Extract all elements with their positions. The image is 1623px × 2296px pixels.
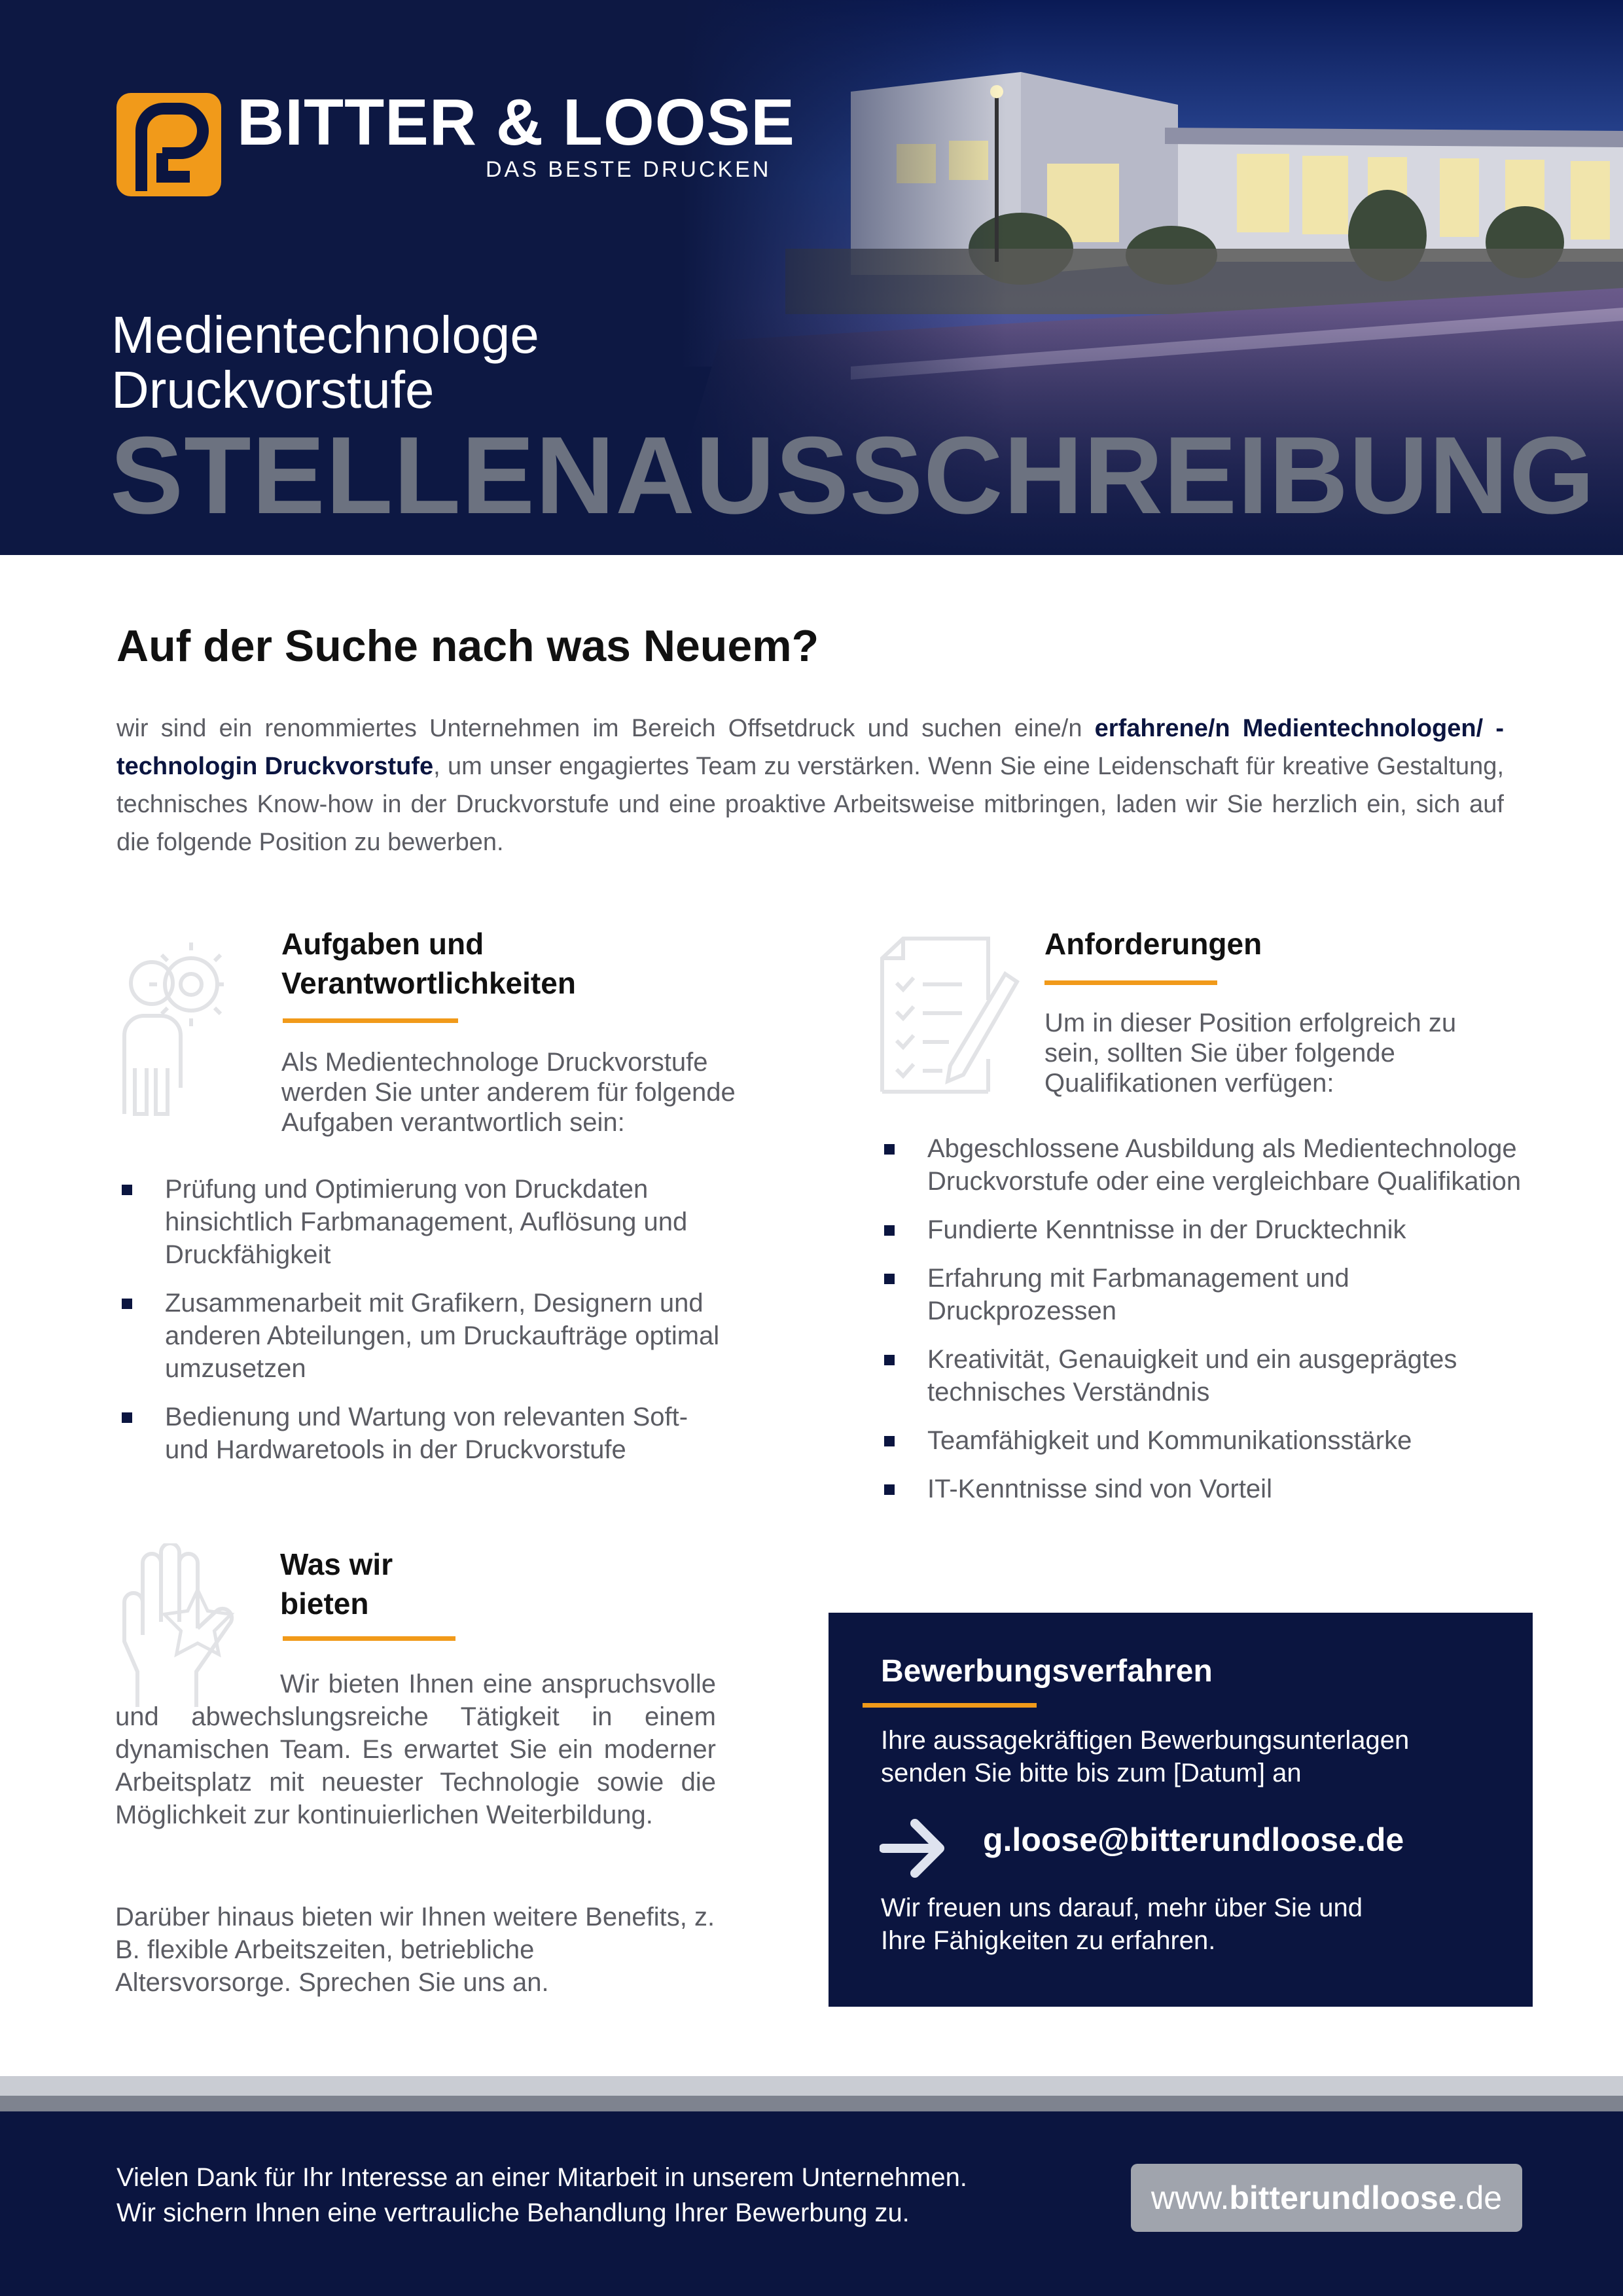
list-item: Zusammenarbeit mit Grafikern, Designern und anderen Abteilungen, um Druckaufträge optimal umzusetzen [118, 1287, 720, 1385]
footer-divider-dark [0, 2096, 1623, 2111]
tasks-list [118, 1173, 720, 1482]
brand-tagline: DAS BESTE DRUCKEN [486, 157, 772, 182]
application-text-2: Wir freuen uns darauf, mehr über Sie und Ihre Fähigkeiten zu erfahren. [881, 1893, 1363, 1955]
intro-heading: Auf der Suche nach was Neuem? [116, 621, 819, 671]
person-gear-icon [113, 937, 224, 1127]
bullet-square-icon [884, 1484, 895, 1495]
website-suffix: .de [1456, 2179, 1503, 2216]
job-title-line2: Druckvorstufe [111, 361, 435, 419]
requirements-underline [1044, 980, 1217, 985]
intro-position-name: erfahrene/n Medientechnologen/ -technologin Druckvorstufe [116, 715, 1505, 780]
offer-heading-line2: bieten [280, 1587, 369, 1621]
requirements-heading: Anforderungen [1044, 927, 1262, 961]
footer-text [116, 2160, 967, 2231]
application-underline [863, 1703, 1037, 1708]
brand-name: BITTER & LOOSE [237, 86, 795, 159]
list-item: Teamfähigkeit und Kommunikationsstärke [880, 1424, 1522, 1457]
footer-line-1: Vielen Dank für Ihr Interesse an einer Mitarbeit in unserem Unternehmen. [116, 2163, 967, 2192]
website-button[interactable] [1131, 2164, 1522, 2232]
application-text-1: Ihre aussagekräftigen Bewerbungsunterlagen senden Sie bitte bis zum [Datum] an [881, 1726, 1410, 1787]
tasks-heading-line1: Aufgaben und [281, 927, 484, 961]
offer-heading-line1: Was wir [280, 1547, 393, 1581]
bullet-square-icon [122, 1185, 132, 1195]
job-title [111, 308, 539, 418]
bullet-square-icon [122, 1412, 132, 1423]
requirements-lead: Um in dieser Position erfolgreich zu sein, sollten Sie über folgende Qualifikationen verfügen: [1044, 1009, 1457, 1098]
bullet-square-icon [122, 1299, 132, 1309]
offer-underline [283, 1636, 455, 1641]
tasks-lead: Als Medientechnologe Druckvorstufe werden Sie unter anderem für folgende Aufgaben verantwortlich sein: [281, 1048, 736, 1137]
brand-logo-icon [116, 93, 221, 196]
intro-text-end: , um unser engagiertes Team zu verstärken. Wenn Sie eine Leidenschaft für kreative Gestaltung, technisches Know-how in der Druckvorstufe und eine proaktive Arbeitsweise mitbringen, laden wir Sie herzlich ein, sich auf die folgende Position zu bewerben. [116, 753, 1505, 856]
bullet-square-icon [884, 1144, 895, 1155]
list-item: Abgeschlossene Ausbildung als Medientechnologe Druckvorstufe oder eine vergleichbare Qualifikation [880, 1132, 1522, 1198]
arrow-right-icon [880, 1817, 948, 1880]
tasks-heading-line2: Verantwortlichkeiten [281, 966, 576, 1000]
offer-heading [280, 1545, 393, 1623]
list-item: Prüfung und Optimierung von Druckdaten hinsichtlich Farbmanagement, Auflösung und Druckfähigkeit [118, 1173, 720, 1271]
checklist-pen-icon [877, 935, 1021, 1096]
bullet-square-icon [884, 1225, 895, 1236]
website-prefix: www. [1150, 2179, 1230, 2216]
bullet-square-icon [884, 1274, 895, 1284]
intro-text-start: wir sind ein renommiertes Unternehmen im Bereich Offsetdruck und suchen eine/n [116, 715, 1095, 742]
requirements-list [880, 1132, 1522, 1521]
footer-line-2: Wir sichern Ihnen eine vertrauliche Behandlung Ihrer Bewerbung zu. [116, 2198, 910, 2227]
list-item: Bedienung und Wartung von relevanten Soft- und Hardwaretools in der Druckvorstufe [118, 1401, 720, 1466]
list-item: Erfahrung mit Farbmanagement und Druckprozessen [880, 1262, 1522, 1327]
list-item: IT-Kenntnisse sind von Vorteil [880, 1473, 1522, 1505]
list-item: Kreativität, Genauigkeit und ein ausgeprägtes technisches Verständnis [880, 1343, 1522, 1408]
footer-divider-light [0, 2076, 1623, 2096]
application-email-link[interactable]: g.loose@bitterundloose.de [983, 1821, 1404, 1858]
bullet-square-icon [884, 1436, 895, 1446]
application-heading: Bewerbungsverfahren [881, 1654, 1213, 1689]
bullet-square-icon [884, 1355, 895, 1365]
job-title-line1: Medientechnologe [111, 306, 539, 364]
list-item: Fundierte Kenntnisse in der Drucktechnik [880, 1213, 1522, 1246]
website-domain: bitterundloose [1229, 2179, 1457, 2216]
intro-text [116, 709, 1504, 861]
tasks-heading [281, 924, 576, 1003]
tasks-underline [283, 1018, 458, 1023]
offer-paragraph-2: Darüber hinaus bieten wir Ihnen weitere Benefits, z. B. flexible Arbeitszeiten, betriebliche Altersvorsorge. Sprechen Sie uns an. [115, 1903, 715, 1997]
offer-paragraph-1: Wir bieten Ihnen eine anspruchsvolle und abwechslungsreiche Tätigkeit in einem dynamischen Team. Es erwartet Sie ein moderner Arbeitsplatz mit neuester Technologie sowie die Möglichkeit zur kontinuierlichen Weiterbildung. [115, 1670, 716, 1829]
job-posting-label: STELLENAUSSCHREIBUNG [110, 414, 1596, 537]
